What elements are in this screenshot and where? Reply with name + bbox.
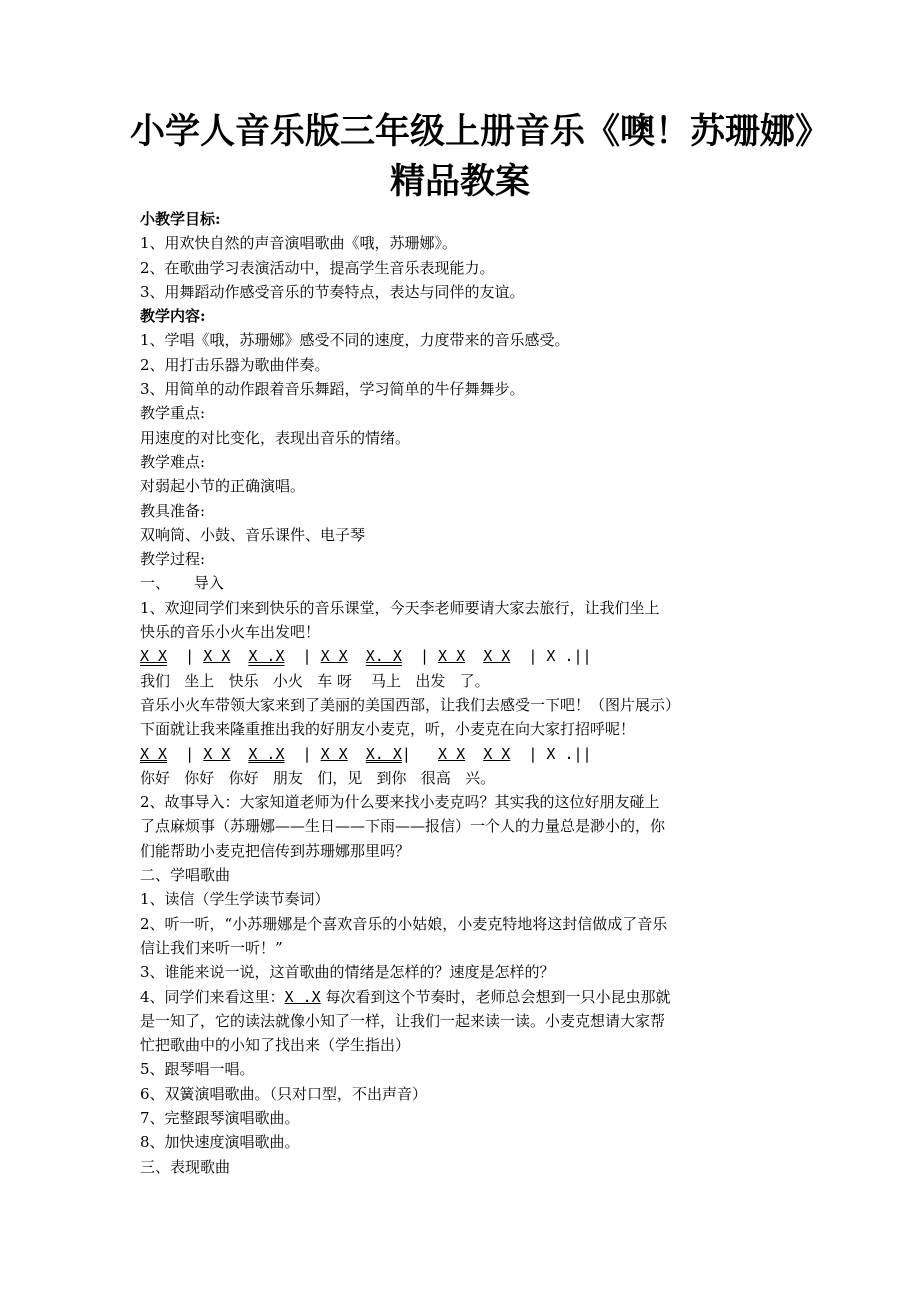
paragraph-line: 8、加快速度演唱歌曲。 (140, 1133, 300, 1152)
rhythm-end: | X .|| (510, 744, 592, 763)
content-item: 2、用打击乐器为歌曲伴奏。 (140, 355, 330, 374)
paragraph-line: 2、故事导入：大家知道老师为什么要来找小麦克吗？其实我的这位好朋友碰上 (140, 793, 660, 812)
paragraph-line: 信让我们来听一听！” (140, 938, 283, 957)
rhythm-beat: X X (203, 647, 231, 666)
rhythm-notation (140, 742, 790, 766)
rhythm-beat: X X (203, 744, 231, 763)
document-body (140, 207, 790, 1179)
paragraph-line: 们能帮助小麦克把信传到苏珊娜那里吗？ (140, 841, 411, 860)
rhythm-notation (140, 644, 790, 668)
goal-item: 3、用舞蹈动作感受音乐的节奏特点，表达与同伴的友谊。 (140, 282, 525, 301)
paragraph-line: 快乐的音乐小火车出发吧！ (140, 623, 321, 642)
rhythm-bar: | (284, 744, 321, 763)
paragraph-line: 音乐小火车带领大家来到了美丽的美国西部，让我们去感受一下吧！（图片展示） (140, 695, 681, 714)
rhythm-beat: X X (320, 744, 348, 763)
paragraph-line: 5、跟琴唱一唱。 (140, 1060, 255, 1079)
content-item: 1、学唱《哦，苏珊娜》感受不同的速度，力度带来的音乐感受。 (140, 331, 570, 350)
difficulty-heading: 教学难点: (140, 452, 206, 471)
key-text: 用速度的对比变化，表现出音乐的情绪。 (140, 428, 411, 447)
rhythm-space (348, 745, 366, 763)
rhythm-beat: X X (140, 744, 168, 763)
rhythm-bar: | (284, 647, 321, 666)
paragraph-line: 7、完整跟琴演唱歌曲。 (140, 1108, 300, 1127)
rhythm-beat: X X (438, 744, 466, 763)
rhythm-bar: | (401, 647, 439, 666)
goal-item: 2、在歌曲学习表演活动中，提高学生音乐表现能力。 (140, 258, 495, 277)
paragraph-line: 6、双簧演唱歌曲。（只对口型，不出声音） (140, 1084, 428, 1103)
rhythm-beat: X X (320, 647, 348, 666)
rhythm-space (348, 647, 366, 665)
lyric-line: 你好 你好 你好 朋友 们，见 到你 很高 兴。 (140, 768, 496, 787)
rhythm-beat: X .X (248, 647, 285, 666)
key-heading: 教学重点: (140, 404, 206, 423)
process-heading: 教学过程: (140, 550, 206, 569)
tools-text: 双响筒、小鼓、音乐课件、电子琴 (140, 525, 366, 544)
difficulty-text: 对弱起小节的正确演唱。 (140, 477, 306, 496)
rhythm-space (465, 647, 483, 665)
rhythm-end: | X .|| (510, 647, 592, 666)
paragraph-line: 3、谁能来说一说，这首歌曲的情绪是怎样的？速度是怎样的？ (140, 963, 555, 982)
goals-heading: 小教学目标: (140, 210, 221, 228)
rhythm-space (230, 745, 248, 763)
rhythm-beat: X X (438, 647, 466, 666)
part1-heading: 一、 导入 (140, 574, 224, 593)
rhythm-beat: X .X (248, 744, 285, 763)
document-title: 小学人音乐版三年级上册音乐《噢！苏珊娜》 (130, 112, 831, 152)
goal-item: 1、用欢快自然的声音演唱歌曲《哦，苏珊娜》。 (140, 234, 458, 253)
paragraph-line: 忙把歌曲中的小知了找出来（学生指出） (140, 1036, 411, 1055)
rhythm-space (465, 745, 483, 763)
rhythm-bar: | (167, 647, 204, 666)
lyric-line: 我们 坐上 快乐 小火 车 呀 马上 出发 了。 (140, 671, 490, 690)
text-fragment: 4、同学们来看这里： (140, 987, 285, 1006)
document-title-line2: 精品教案 (389, 162, 530, 202)
tools-heading: 教具准备: (140, 501, 206, 520)
content-heading: 教学内容: (140, 307, 206, 326)
part3-heading: 三、表现歌曲 (140, 1157, 231, 1176)
paragraph-line: 1、欢迎同学们来到快乐的音乐课堂，今天李老师要请大家去旅行，让我们坐上 (140, 598, 660, 617)
part2-heading: 二、学唱歌曲 (140, 866, 231, 885)
rhythm-beat: X .X (284, 987, 321, 1006)
rhythm-beat: X X (140, 647, 168, 666)
rhythm-bar: | (401, 744, 439, 763)
paragraph-line: 2、听一听，“小苏珊娜是个喜欢音乐的小姑娘，小麦克特地将这封信做成了音乐 (140, 914, 668, 933)
paragraph-line: 了点麻烦事（苏珊娜——生日——下雨——报信）一个人的力量总是渺小的，你 (140, 817, 666, 836)
paragraph-line-with-rhythm (140, 985, 790, 1009)
rhythm-beat: X X (483, 744, 511, 763)
content-item: 3、用简单的动作跟着音乐舞蹈，学习简单的牛仔舞舞步。 (140, 380, 525, 399)
rhythm-beat: X X (483, 647, 511, 666)
paragraph-line: 下面就让我来隆重推出我的好朋友小麦克，听，小麦克在向大家打招呼呢！ (140, 720, 636, 739)
rhythm-beat: X. X (365, 744, 402, 763)
paragraph-line: 1、读信（学生学读节奏词） (140, 890, 330, 909)
text-fragment: 每次看到这个节奏时，老师总会想到一只小昆虫那就 (320, 987, 671, 1006)
rhythm-bar: | (167, 744, 204, 763)
rhythm-beat: X. X (365, 647, 402, 666)
rhythm-space (230, 647, 248, 665)
paragraph-line: 是一知了，它的读法就像小知了一样，让我们一起来读一读。小麦克想请大家帮 (140, 1011, 666, 1030)
